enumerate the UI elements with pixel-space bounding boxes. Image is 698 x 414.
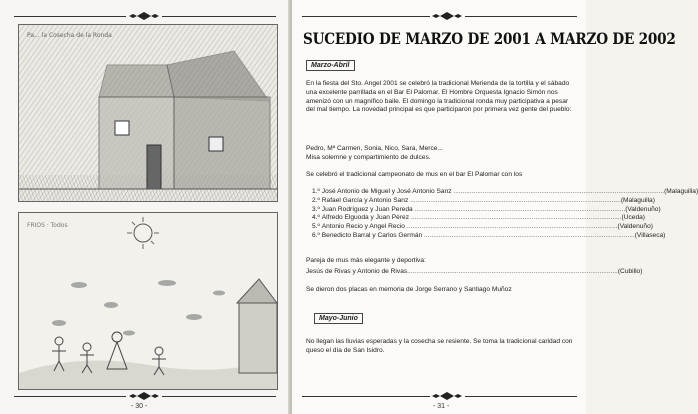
result-position: 6.º: [312, 231, 320, 239]
result-names: Antonio Recio y Angel Recio: [321, 223, 405, 231]
result-town: (Valdenuño): [617, 223, 653, 231]
result-town: (Villaseca): [634, 231, 666, 239]
result-names: Alfredo Elguoda y Juan Pérez: [321, 214, 410, 222]
bottom-drawing-scribble: FRIOS · Todos: [27, 222, 68, 229]
result-names: José Antonio de Miguel y José Antonio Sanz: [321, 188, 452, 195]
result-town: (Malaguilla): [620, 196, 655, 204]
pair-label: Pareja de mus más elegante y deportiva:: [306, 257, 426, 264]
result-position: 2.º: [312, 196, 320, 204]
section-paragraph-mus-intro: Se celebró el tradicional campeonato de mus en el bar El Palomar con los: [306, 171, 523, 178]
top-rule-right: [162, 16, 276, 17]
right-top-rule-right: [465, 16, 577, 17]
result-names: Juan Rodríguez y Juan Pereda: [321, 205, 413, 213]
result-names: Benedicto Barral y Carlos Germán: [321, 231, 423, 239]
result-position: 5.º: [312, 223, 320, 231]
result-position: 3.º: [312, 205, 320, 213]
top-drawing-scribble: Pa... la Cosecha de la Ronda: [27, 32, 112, 39]
section-paragraph-1: En la fiesta del Sto. Angel 2001 se celebró la tradicional Merienda de la tortilla y el sábado una excelente parrillada en el Bar El Palomar. El Hombre Orquesta Ignacio Simón nos amenizó con un magnífico baile. El domingo la tradicional ronda muy participativa a pesar del mal tiempo. La novedad principal es que participaron por primera vez gente del pueblo:: [306, 80, 572, 114]
section-paragraph-mayo: No llegan las lluvias esperadas y la cosecha se resiente. Se toma la tradicional caridad con queso el día de San Isidro.: [306, 338, 573, 354]
landscape-drawing: [18, 212, 278, 390]
pair-names: Jesús de Rivas y Antonio de Rivas: [306, 268, 408, 275]
right-diamond-ornament-bottom-icon: [432, 392, 462, 400]
page-number-left: - 30 -: [131, 403, 148, 410]
house-drawing: [18, 24, 278, 202]
right-diamond-ornament-icon: [432, 12, 462, 20]
section-paragraph-names: Pedro, Mª Carmen, Sonia, Nico, Sara, Merce...: [306, 145, 443, 152]
right-top-rule-left: [302, 16, 430, 17]
landscape-sketch-image: [19, 213, 277, 389]
diamond-ornament-bottom-icon: [129, 392, 159, 400]
right-bottom-rule-left: [302, 396, 430, 397]
result-town: (Malaguilla): [664, 188, 698, 195]
result-row-4: [312, 214, 645, 223]
page-title: SUCEDIO DE MARZO DE 2001 A MARZO DE 2002: [303, 30, 676, 49]
result-position: 1.º: [312, 188, 320, 195]
result-town: (Uceda): [621, 214, 645, 222]
diamond-ornament-icon: [129, 12, 159, 20]
result-row-2: [312, 196, 655, 206]
pair-row: [306, 268, 643, 277]
result-town: (Valdenuño): [625, 205, 661, 213]
results-list: [312, 188, 698, 241]
section-paragraph-mass: Misa solemne y compartimiento de dulces.: [306, 154, 431, 161]
house-sketch-image: [19, 25, 277, 201]
section-heading-mayo-junio: Mayo-Junio: [314, 313, 363, 324]
result-row-3: [312, 205, 661, 215]
bottom-rule-left: [14, 396, 126, 397]
right-bottom-rule-right: [465, 396, 577, 397]
closing-text: Se dieron dos placas en memoria de Jorge Serrano y Santiago Muñoz: [306, 286, 512, 293]
pair-town: (Cubillo): [617, 268, 643, 275]
result-row-5: [312, 223, 653, 232]
top-rule-left: [14, 16, 126, 17]
result-position: 4.º: [312, 214, 320, 222]
bottom-rule-right: [162, 396, 276, 397]
result-names: Rafael García y Antonio Sanz: [321, 196, 409, 204]
left-page: [0, 0, 290, 414]
page-number-right: - 31 -: [433, 403, 450, 410]
result-row-6: [312, 231, 666, 241]
section-heading-marzo-abril: Marzo-Abril: [306, 60, 355, 71]
result-row-1: [312, 188, 698, 197]
